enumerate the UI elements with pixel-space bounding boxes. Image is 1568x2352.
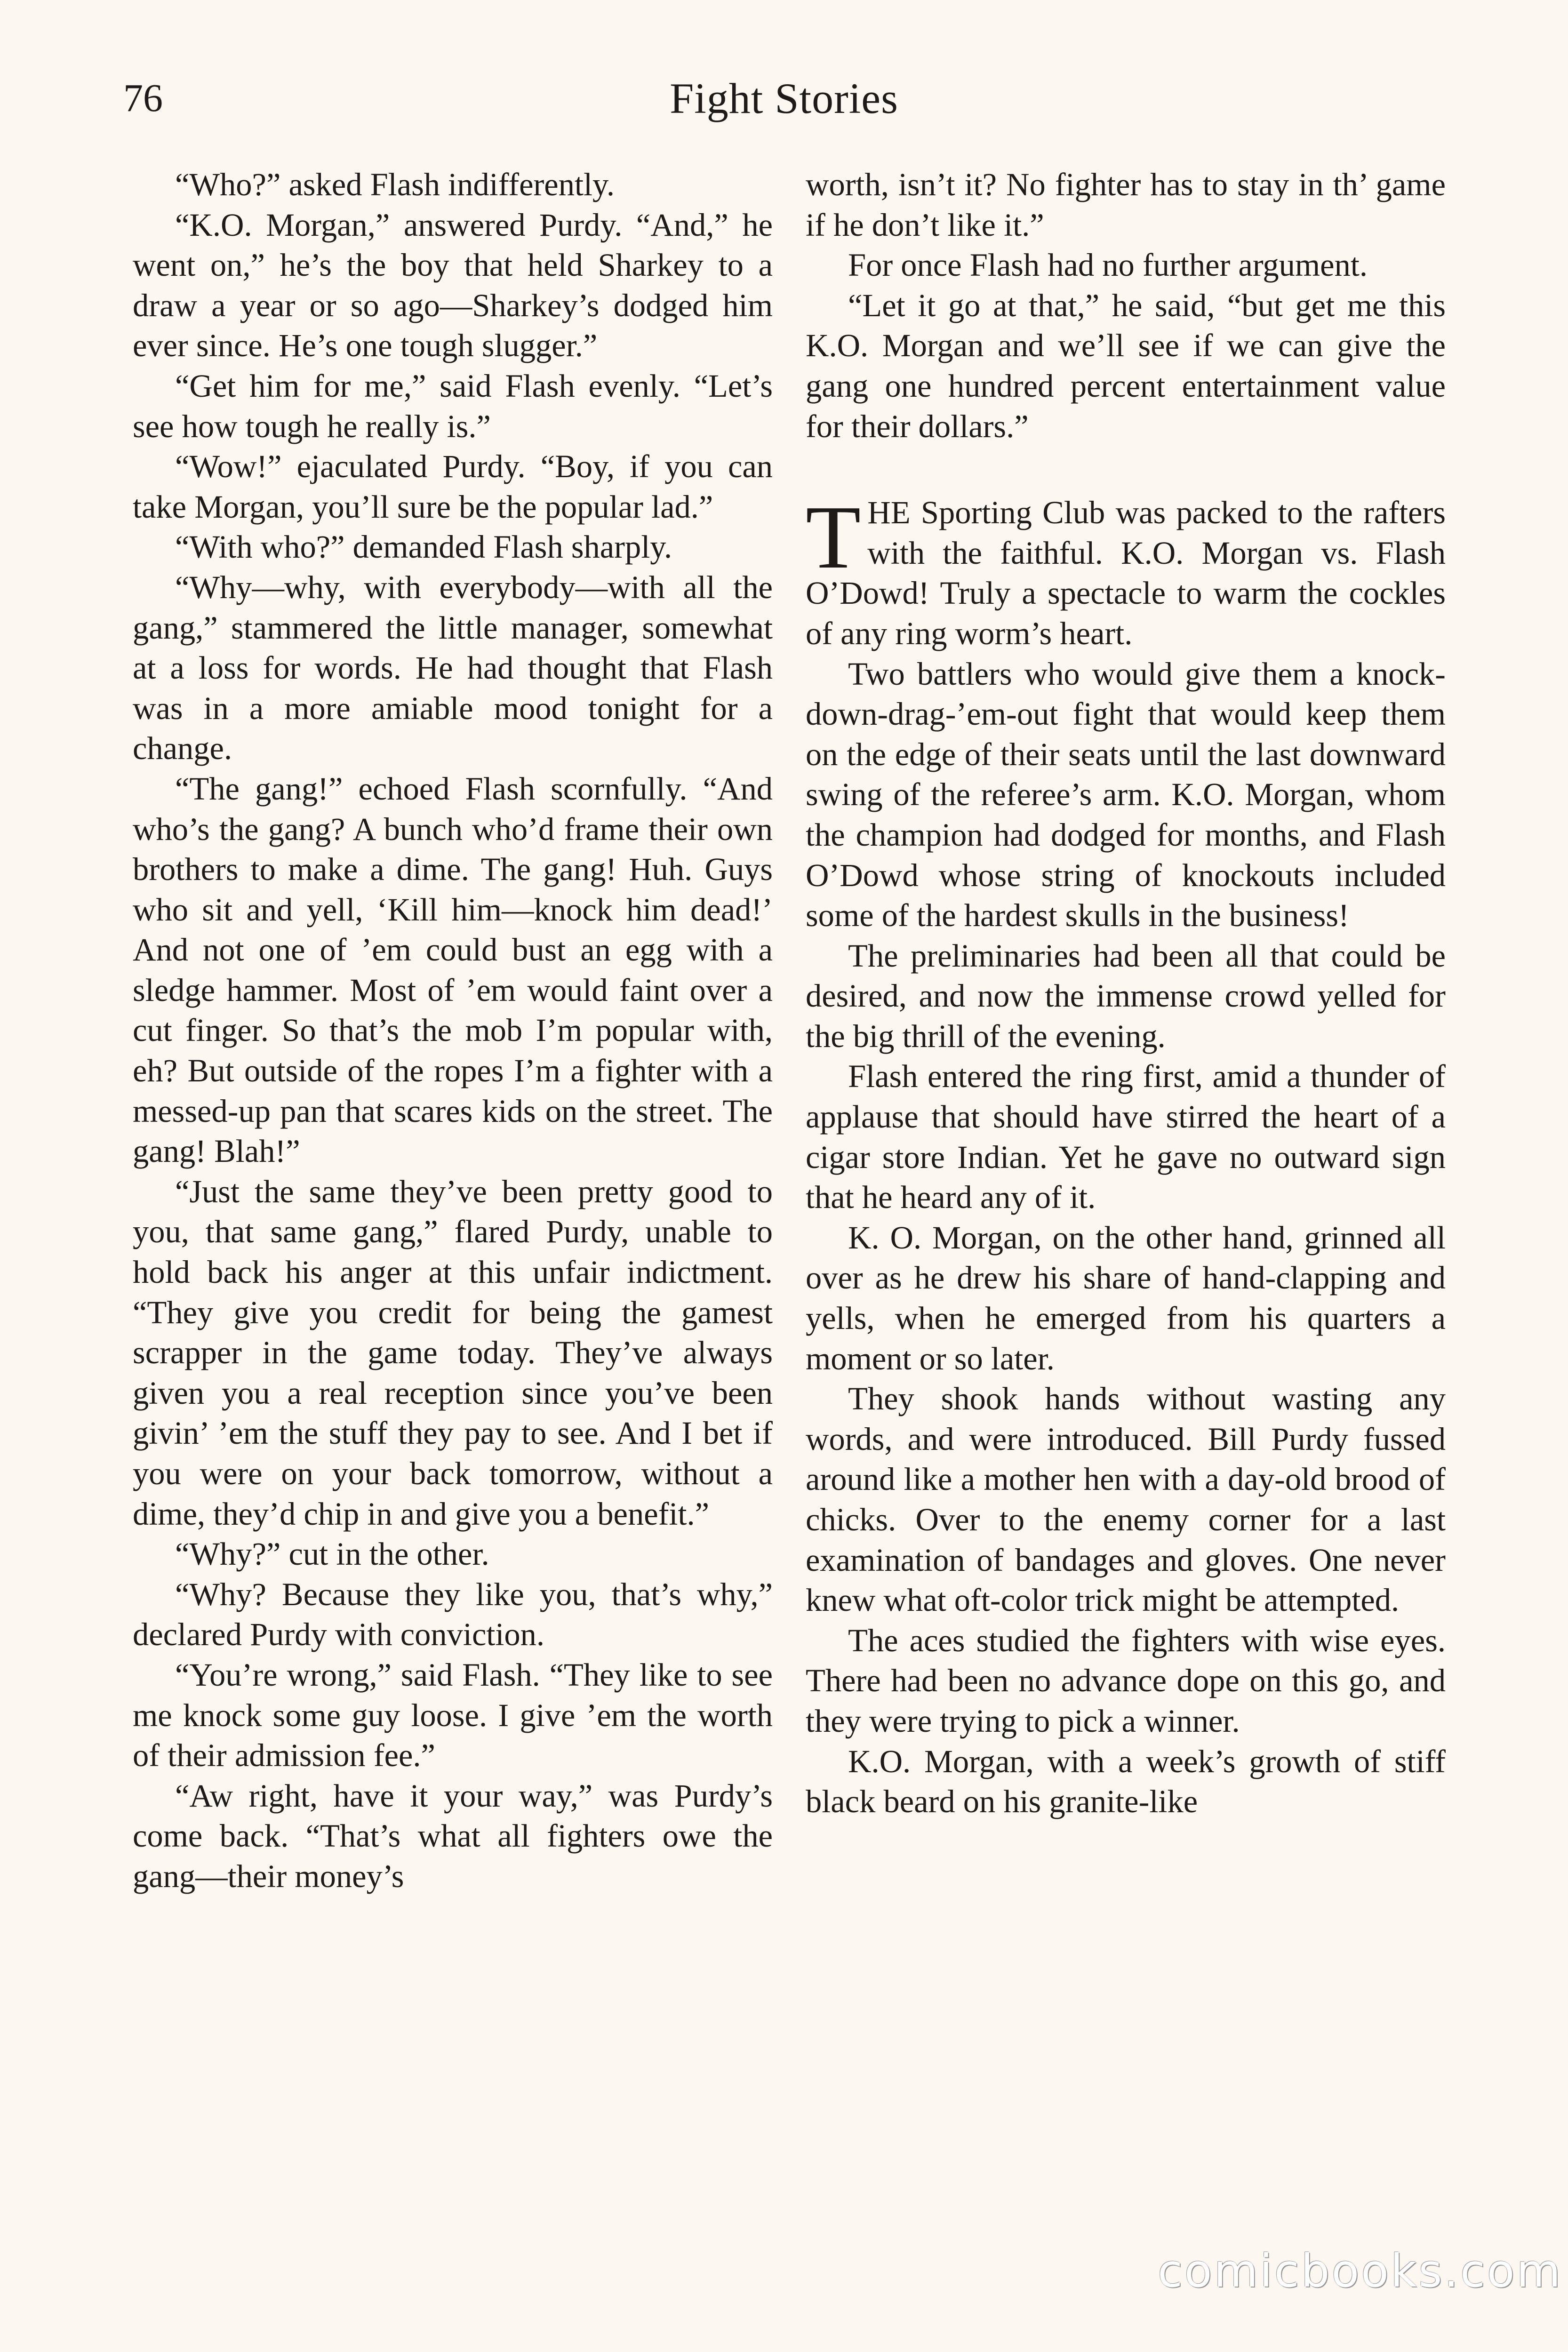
paragraph: They shook hands without wasting any words, and were introduced. Bill Purdy fussed around like a mother hen with a day-old brood of chicks. Over to the enemy corner for a last examination of bandages and gloves. One never knew what oft-color trick might be attempted.	[806, 1381, 1446, 1618]
paragraph: “Get him for me,” said Flash evenly. “Let’s see how tough he really is.”	[133, 368, 773, 444]
paragraph: “Just the same they’ve been pretty good to you, that same gang,” flared Purdy, unable to hold back his anger at this unfair indictment. “They give you credit for being the gamest scrapper in the game today. They’ve always given you a real reception since you’ve been givin’ ’em the stuff they pay to see. And I bet if you were on your back tomorrow, without a dime, they’d chip in and give you a benefit.”	[133, 1173, 773, 1532]
paragraph: K. O. Morgan, on the other hand, grinned all over as he drew his share of hand-clapping and yells, when he emerged from his quarters a moment or so later.	[806, 1219, 1446, 1376]
drop-cap-paragraph	[806, 487, 1446, 654]
paragraph: Two battlers who would give them a knock-down-drag-’em-out fight that would keep them on the edge of their seats until the last downward swing of the referee’s arm. K.O. Morgan, whom the champion had dodged for months, and Flash O’Dowd whose string of knockouts included some of the hardest skulls in the business!	[806, 656, 1446, 934]
right-column	[806, 165, 1446, 1822]
section-break	[806, 447, 1446, 493]
drop-cap-letter: T	[806, 487, 861, 588]
paragraph: “Who?” asked Flash indifferently.	[175, 167, 615, 202]
paragraph: “Let it go at that,” he said, “but get me this K.O. Morgan and we’ll see if we can give the gang one hundred percent entertainment value for their dollars.”	[806, 287, 1446, 444]
paragraph: Flash entered the ring first, amid a thunder of applause that should have stirred the heart of a cigar store Indian. Yet he gave no outward sign that he heard any of it.	[806, 1058, 1446, 1216]
paragraph: “You’re wrong,” said Flash. “They like to see me knock some guy loose. I give ’em the worth of their admission fee.”	[133, 1656, 773, 1774]
paragraph: “Why? Because they like you, that’s why,” declared Purdy with conviction.	[133, 1576, 773, 1653]
paragraph: “With who?” demanded Flash sharply.	[175, 529, 672, 565]
paragraph: “Why—why, with everybody—with all the gang,” stammered the little manager, somewhat at a loss for words. He had thought that Flash was in a more amiable mood tonight for a change.	[133, 569, 773, 767]
paragraph: “K.O. Morgan,” answered Purdy. “And,” he went on,” he’s the boy that held Sharkey to a draw a year or so ago—Sharkey’s dodged him ever since. He’s one tough slugger.”	[133, 207, 773, 364]
paragraph: The preliminaries had been all that could be desired, and now the immense crowd yelled for the big thrill of the evening.	[806, 937, 1446, 1054]
left-column	[133, 165, 773, 1897]
paragraph: The aces studied the fighters with wise eyes. There had been no advance dope on this go, and they were trying to pick a winner.	[806, 1622, 1446, 1739]
paragraph-continued: worth, isn’t it? No fighter has to stay in th’ game if he don’t like it.”	[806, 167, 1446, 243]
paragraph: “The gang!” echoed Flash scornfully. “And who’s the gang? A bunch who’d frame their own brothers to make a dime. The gang! Huh. Guys who sit and yell, ‘Kill him—knock him dead!’ And not one of ’em could bust an egg with a sledge hammer. Most of ’em would faint over a cut finger. So that’s the mob I’m popular with, eh? But outside of the ropes I’m a fighter with a messed-up pan that scares kids on the street. The gang! Blah!”	[133, 770, 773, 1169]
paragraph: “Aw right, have it your way,” was Purdy’s come back. “That’s what all fighters owe the gang—their money’s	[133, 1777, 773, 1894]
paragraph: “Why?” cut in the other.	[175, 1536, 489, 1572]
paragraph: For once Flash had no further argument.	[848, 247, 1368, 283]
page-number: 76	[123, 76, 163, 120]
running-title: Fight Stories	[670, 74, 898, 122]
paragraph: K.O. Morgan, with a week’s growth of stiff black beard on his granite-like	[806, 1743, 1446, 1820]
drop-cap-paragraph-text: HE Sporting Club was packed to the rafters with the faithful. K.O. Morgan vs. Flash O’Dowd! Truly a spectacle to warm the cockles of any ring worm’s heart.	[806, 495, 1446, 651]
site-watermark: comicbooks.com	[1158, 2245, 1563, 2297]
paragraph: “Wow!” ejaculated Purdy. “Boy, if you can take Morgan, you’ll sure be the popular lad.”	[133, 448, 773, 525]
page-header	[0, 71, 1568, 132]
